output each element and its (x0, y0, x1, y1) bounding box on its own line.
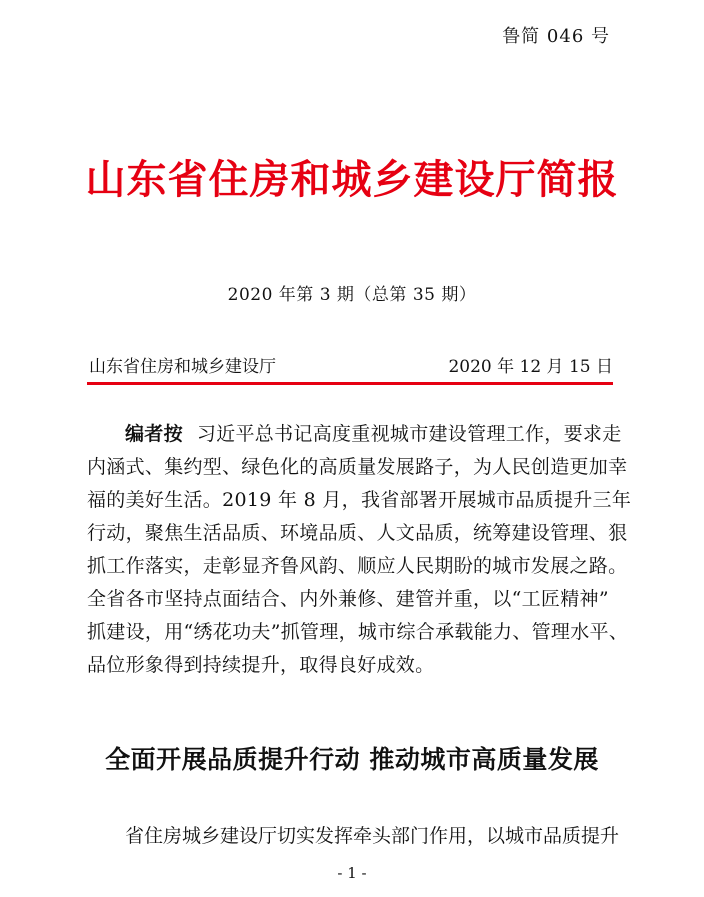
editor-note-lead: 编者按 (125, 423, 183, 445)
editor-note-line (87, 418, 622, 451)
page-number: - 1 - (337, 864, 367, 882)
editor-note-text: 习近平总书记高度重视城市建设管理工作，要求走 (196, 423, 622, 445)
red-divider (87, 382, 613, 385)
body-paragraph (87, 820, 620, 853)
issuer-date-row (89, 352, 613, 377)
editor-note-line: 抓工作落实，走彰显齐鲁风韵、顺应人民期盼的城市发展之路。 (87, 555, 628, 577)
editor-note (87, 418, 632, 682)
section-heading: 全面开展品质提升行动 推动城市高质量发展 (105, 745, 599, 774)
editor-note-line: 全省各市坚持点面结合、内外兼修、建管并重，以“工匠精神” (87, 588, 609, 610)
issuer-name: 山东省住房和城乡建设厅 (89, 357, 276, 377)
editor-note-line: 行动，聚焦生活品质、环境品质、人文品质，统筹建设管理、狠 (87, 522, 628, 544)
editor-note-line: 福的美好生活。2019 年 8 月，我省部署开展城市品质提升三年 (87, 489, 632, 511)
bulletin-title: 山东省住房和城乡建设厅简报 (85, 157, 619, 203)
editor-note-line: 品位形象得到持续提升，取得良好成效。 (87, 654, 435, 676)
body-paragraph-text: 省住房城乡建设厅切实发挥牵头部门作用，以城市品质提升 (125, 825, 620, 847)
editor-note-line: 内涵式、集约型、绿色化的高质量发展路子，为人民创造更加幸 (87, 456, 628, 478)
editor-note-line: 抓建设，用“绣花功夫”抓管理，城市综合承载能力、管理水平、 (87, 621, 629, 643)
document-number: 鲁简 046 号 (502, 26, 610, 47)
issue-date: 2020 年 12 月 15 日 (448, 357, 613, 377)
issue-number: 2020 年第 3 期（总第 35 期） (227, 285, 477, 305)
